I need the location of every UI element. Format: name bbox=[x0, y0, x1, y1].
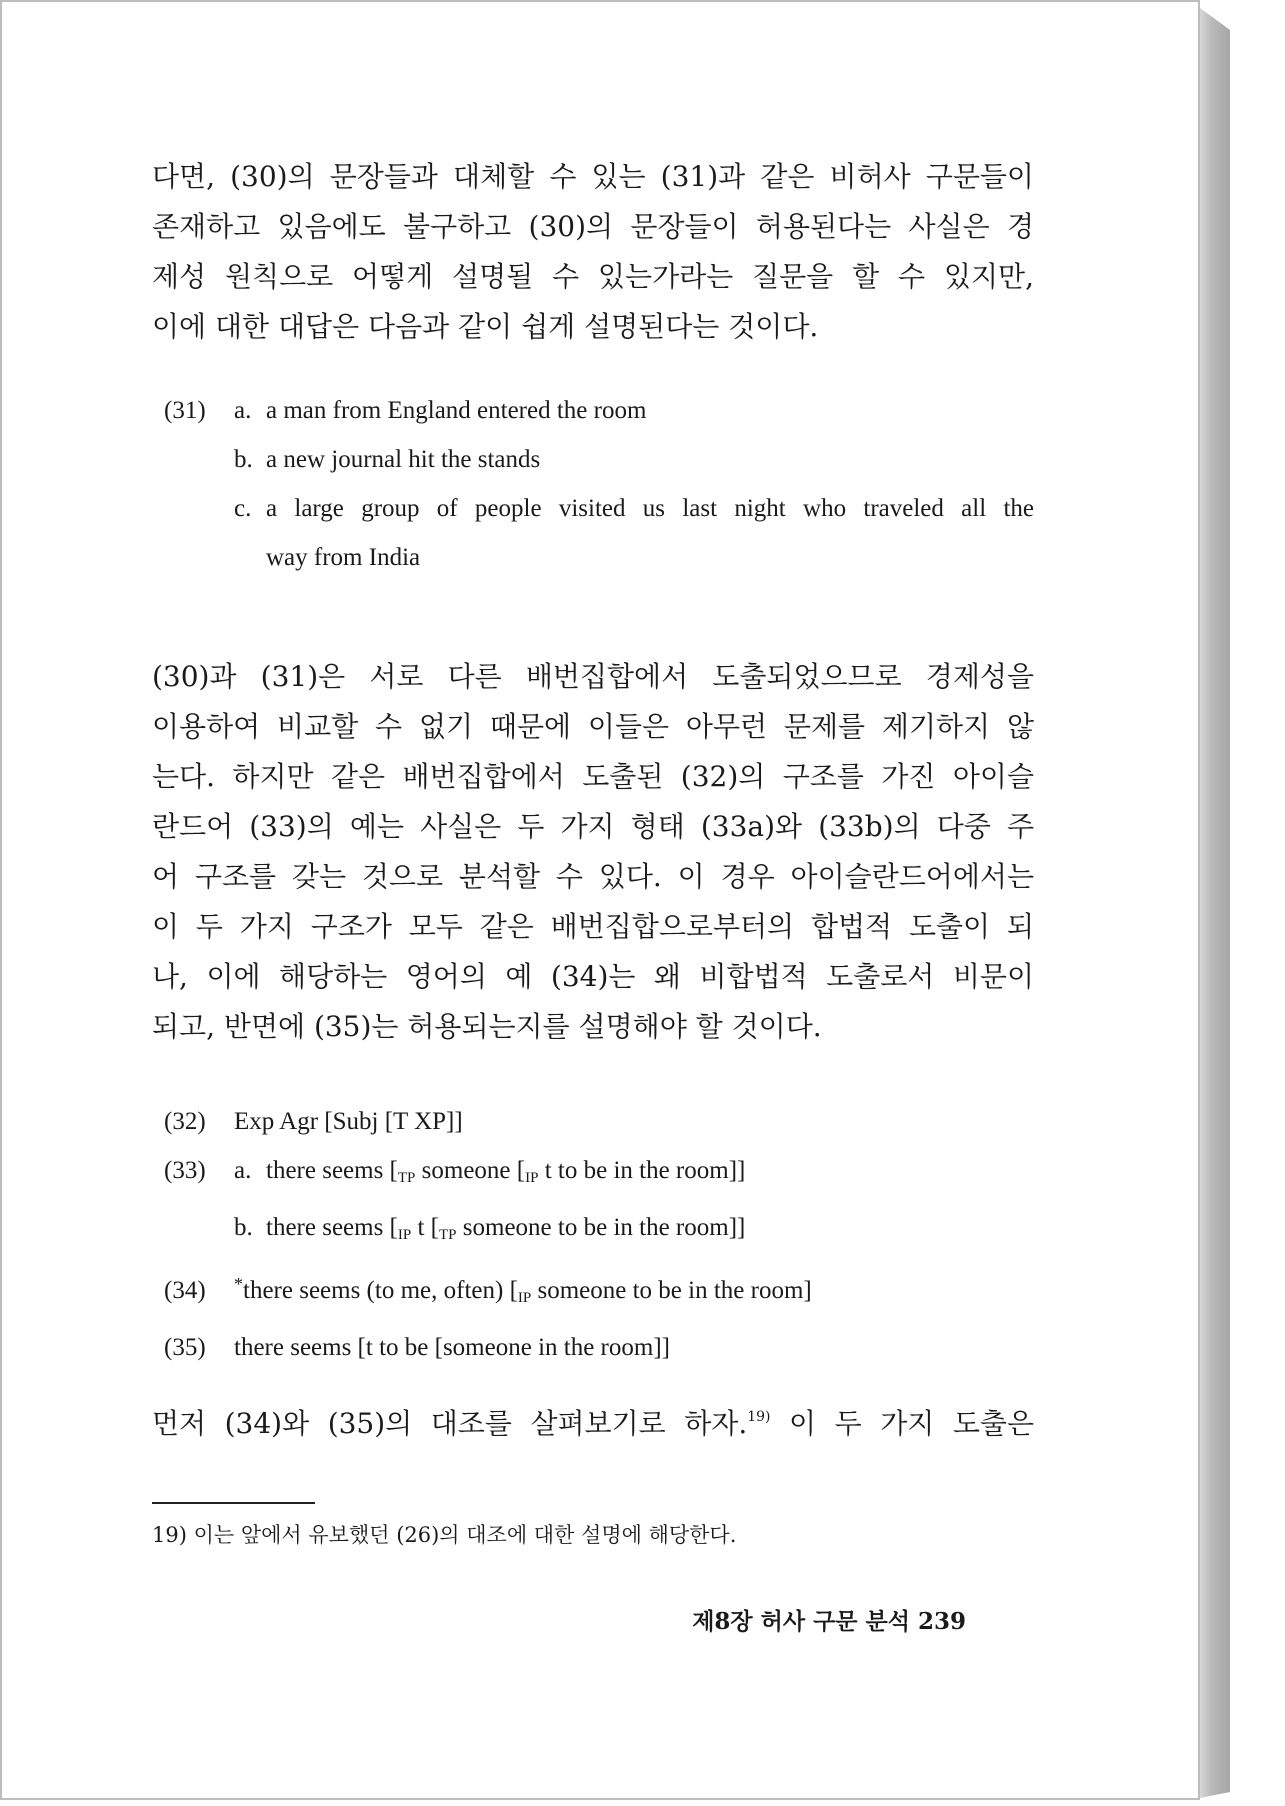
example-letter: a. bbox=[234, 1157, 252, 1184]
text-segment: 먼저 (34)와 (35)의 대조를 살펴보기로 하자. bbox=[152, 1407, 748, 1440]
example-text: there seems [ bbox=[266, 1157, 398, 1184]
running-footer: 제8장 허사 구문 분석 239 bbox=[692, 1608, 966, 1635]
text-line: 이 두 가지 구조가 모두 같은 배번집합으로부터의 합법적 도출이 되 bbox=[152, 910, 1034, 943]
text-line: 는다. 하지만 같은 배번집합에서 도출된 (32)의 구조를 가진 아이슬 bbox=[152, 760, 1034, 793]
text-line: 되고, 반면에 (35)는 허용되는지를 설명해야 할 것이다. bbox=[152, 1010, 822, 1043]
example-text: a new journal hit the stands bbox=[266, 446, 541, 473]
text-line: 이에 대한 대답은 다음과 같이 쉽게 설명된다는 것이다. bbox=[152, 310, 819, 343]
label-subscript: IP bbox=[397, 1227, 412, 1243]
paragraph-1 bbox=[152, 152, 1034, 352]
text-line: 어 구조를 갖는 것으로 분석할 수 있다. 이 경우 아이슬란드어에서는 bbox=[152, 860, 1034, 893]
footnote: 19) 이는 앞에서 유보했던 (26)의 대조에 대한 설명에 해당한다. bbox=[152, 1523, 737, 1547]
text-line: 제성 원칙으로 어떻게 설명될 수 있는가라는 질문을 할 수 있지만, bbox=[152, 260, 1034, 293]
example-text: Exp Agr [Subj [T XP]] bbox=[234, 1108, 463, 1135]
text-line: (30)과 (31)은 서로 다른 배번집합에서 도출되었으므로 경제성을 bbox=[152, 660, 1034, 693]
example-text: there seems [t to be [someone in the room]] bbox=[234, 1334, 670, 1361]
text-line: 란드어 (33)의 예는 사실은 두 가지 형태 (33a)와 (33b)의 다중 주 bbox=[152, 810, 1034, 843]
text-line: 나, 이에 해당하는 영어의 예 (34)는 왜 비합법적 도출로서 비문이 bbox=[152, 960, 1034, 993]
example-number: (32) bbox=[164, 1108, 206, 1135]
example-text: a large group of people visited us last night who traveled all the bbox=[266, 495, 1034, 522]
example-text: someone to be in the room] bbox=[531, 1277, 812, 1304]
label-subscript: IP bbox=[517, 1290, 532, 1306]
example-text: t to be in the room]] bbox=[538, 1157, 746, 1184]
paragraph-3 bbox=[152, 1392, 1034, 1449]
text-line: 다면, (30)의 문장들과 대체할 수 있는 (31)과 같은 비허사 구문들이 bbox=[152, 160, 1034, 193]
example-33a bbox=[164, 1146, 812, 1203]
ungrammatical-asterisk: * bbox=[234, 1274, 243, 1294]
example-letter: b. bbox=[234, 1214, 253, 1241]
page-edge-shadow bbox=[1200, 8, 1230, 1798]
label-subscript: IP bbox=[525, 1170, 539, 1186]
example-text: someone to be in the room]] bbox=[456, 1214, 746, 1241]
example-letter: b. bbox=[234, 446, 253, 473]
example-letter: a. bbox=[234, 397, 252, 424]
example-text: there seems (to me, often) [ bbox=[243, 1277, 518, 1304]
label-subscript: TP bbox=[397, 1170, 416, 1186]
text-line: 이용하여 비교할 수 없기 때문에 이들은 아무런 문제를 제기하지 않 bbox=[152, 710, 1034, 743]
example-35 bbox=[164, 1323, 812, 1372]
example-number: (35) bbox=[164, 1334, 206, 1361]
example-number: (33) bbox=[164, 1157, 206, 1184]
example-number: (34) bbox=[164, 1277, 206, 1304]
text-line: 존재하고 있음에도 불구하고 (30)의 문장들이 허용된다는 사실은 경 bbox=[152, 210, 1034, 243]
example-text: way from India bbox=[266, 544, 421, 571]
paragraph-2 bbox=[152, 652, 1034, 1052]
example-text: t [ bbox=[411, 1214, 440, 1241]
example-number: (31) bbox=[164, 397, 206, 424]
label-subscript: TP bbox=[439, 1227, 457, 1243]
text-segment: 이 두 가지 도출은 bbox=[770, 1407, 1034, 1440]
example-text: someone [ bbox=[415, 1157, 526, 1184]
example-34 bbox=[164, 1260, 812, 1323]
example-32 bbox=[164, 1097, 812, 1146]
example-text: a man from England entered the room bbox=[266, 397, 647, 424]
example-31 bbox=[164, 386, 1034, 582]
example-33b bbox=[164, 1203, 812, 1260]
footnote-reference: 19) bbox=[747, 1409, 771, 1425]
text-line bbox=[152, 1392, 1034, 1449]
examples-32-35 bbox=[164, 1097, 812, 1372]
example-letter: c. bbox=[234, 495, 252, 522]
example-text: there seems [ bbox=[266, 1214, 398, 1241]
footnote-divider bbox=[152, 1502, 315, 1504]
